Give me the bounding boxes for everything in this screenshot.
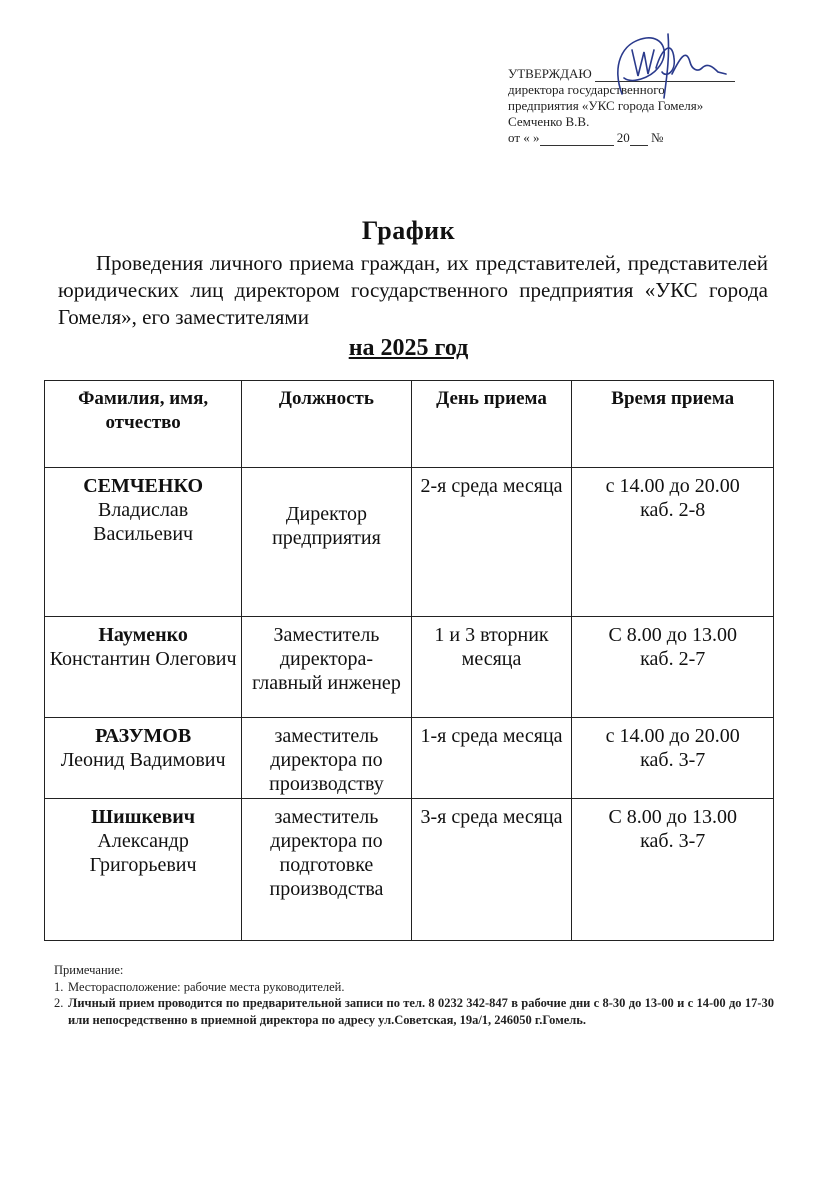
time-range: с 14.00 до 20.00 (605, 725, 740, 747)
surname: Науменко (98, 624, 188, 646)
header-time: Время приема (572, 381, 774, 468)
name-cell (45, 718, 242, 799)
schedule-table (44, 380, 774, 941)
time-cell (572, 617, 774, 718)
position-cell: Заместитель директора-главный инженер (242, 617, 411, 718)
office: каб. 3-7 (640, 749, 706, 771)
name-cell (45, 617, 242, 718)
approval-line1: директора государственного (508, 82, 665, 97)
time-range: С 8.00 до 13.00 (608, 624, 737, 646)
given-names: Константин Олегович (49, 648, 237, 670)
intro-paragraph (58, 250, 768, 331)
position-cell: заместитель директора по подготовке производства (242, 799, 411, 941)
approval-date-prefix: от « » (508, 130, 540, 145)
handwritten-signature (602, 28, 732, 104)
table-row (45, 468, 774, 617)
given-names: Леонид Вадимович (60, 749, 226, 771)
office: каб. 3-7 (640, 830, 706, 852)
header-day: День приема (411, 381, 572, 468)
time-range: с 14.00 до 20.00 (605, 475, 740, 497)
day-cell: 1-я среда месяца (411, 718, 572, 799)
header-position: Должность (242, 381, 411, 468)
approval-line3: Семченко В.В. (508, 114, 590, 129)
header-name: Фамилия, имя, отчество (45, 381, 242, 468)
approval-line2: предприятия «УКС города Гомеля» (508, 98, 704, 113)
approval-date-year: 20 (616, 130, 630, 145)
year-blank (630, 145, 648, 146)
note-text: Месторасположение: рабочие места руководителей. (68, 979, 345, 994)
notes-block (54, 962, 774, 1028)
name-cell (45, 799, 242, 941)
approval-heading: УТВЕРЖДАЮ (508, 66, 592, 81)
office: каб. 2-8 (640, 499, 706, 521)
note-text: Личный прием проводится по предварительной записи по тел. 8 0232 342-847 в рабочие дни с 8-30 до 13-00 и с 14-00 до 17-30 или непосредственно в приемной директора по адресу ул.Советская, 19а/1, 246050 г.Гомель. (68, 996, 774, 1027)
table-row (45, 718, 774, 799)
office: каб. 2-7 (640, 648, 706, 670)
name-cell (45, 468, 242, 617)
note-item: 1. Месторасположение: рабочие места руководителей. (54, 979, 345, 994)
note-item: 2. Личный прием проводится по предварительной записи по тел. 8 0232 342-847 в рабочие дни с 8-30 до 13-00 и с 14-00 до 17-30 или непосредственно в приемной директора по адресу ул.Советская, 19а/1, 246050 г.Гомель. (54, 996, 774, 1027)
time-cell (572, 799, 774, 941)
day-cell: 2-я среда месяца (411, 468, 572, 617)
given-names: Владислав Васильевич (93, 499, 194, 545)
document-title: График (361, 216, 456, 245)
approval-number-sign: № (651, 130, 664, 145)
table-row (45, 799, 774, 941)
intro-text: Проведения личного приема граждан, их представителей, представителей юридических лиц директором государственного предприятия «УКС города Гомеля», его заместителями (58, 251, 768, 329)
day-cell: 3-я среда месяца (411, 799, 572, 941)
time-cell (572, 468, 774, 617)
notes-heading: Примечание: (54, 963, 124, 977)
surname: СЕМЧЕНКО (83, 475, 204, 497)
year-label: на 2025 год (348, 335, 469, 361)
surname: РАЗУМОВ (95, 725, 192, 747)
position-cell: заместитель директора по производству (242, 718, 411, 799)
time-range: С 8.00 до 13.00 (608, 806, 737, 828)
surname: Шишкевич (91, 806, 196, 828)
day-cell: 1 и 3 вторник месяца (411, 617, 572, 718)
given-names: Александр Григорьевич (89, 830, 197, 876)
position-cell: Директор предприятия (242, 468, 411, 617)
table-row (45, 617, 774, 718)
table-header-row (45, 381, 774, 468)
approval-date-line (508, 130, 778, 146)
time-cell (572, 718, 774, 799)
date-blank (540, 145, 614, 146)
